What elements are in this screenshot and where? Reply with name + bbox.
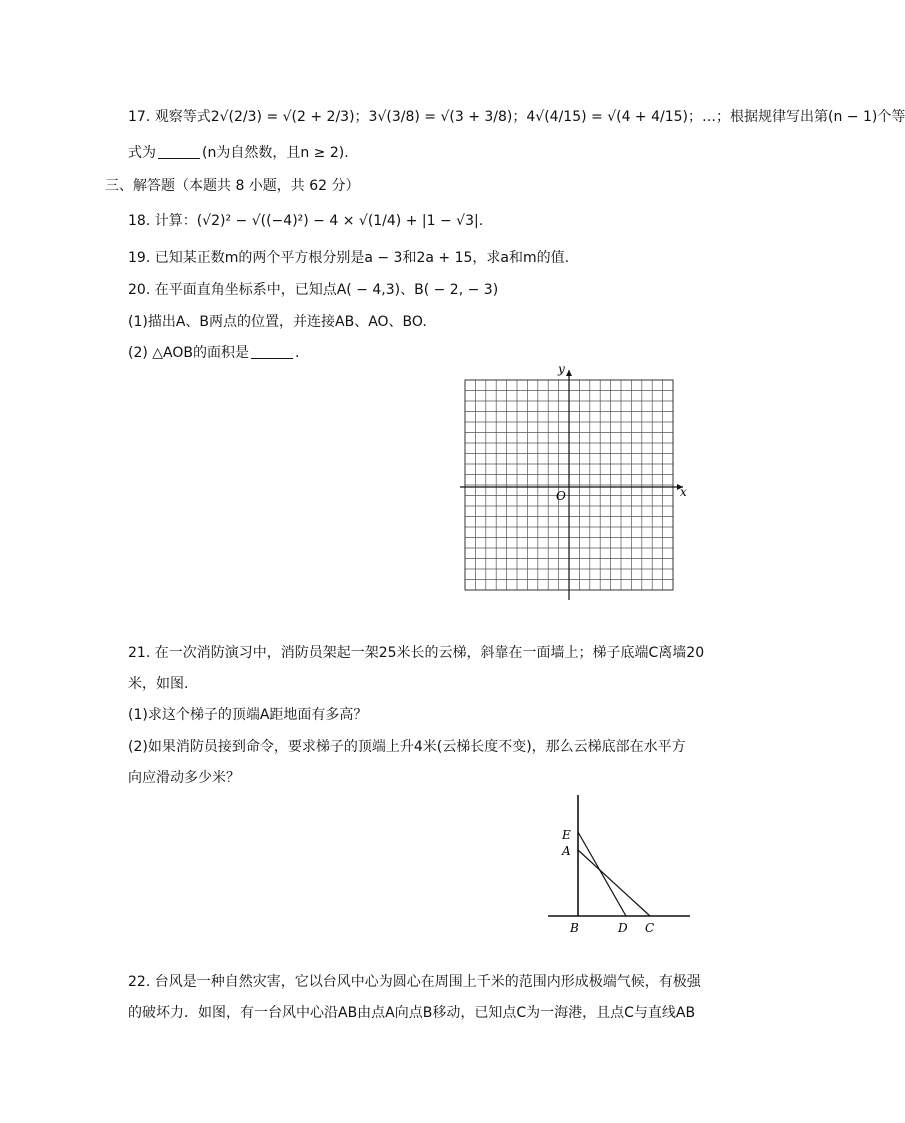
point-label-D: D <box>618 921 628 935</box>
q21-part2-line1: (2)如果消防员接到命令，要求梯子的顶端上升4米(云梯长度不变)，那么云梯底部在水平方 <box>128 739 686 755</box>
answer-blank-q17[interactable] <box>158 144 200 159</box>
x-axis-label: x <box>680 485 687 499</box>
q19-text: 19. 已知某正数m的两个平方根分别是a − 3和2a + 15，求a和m的值. <box>128 250 570 266</box>
coordinate-grid-figure <box>455 360 695 605</box>
point-label-C: C <box>645 921 655 935</box>
answer-blank-q20[interactable] <box>251 344 293 359</box>
q20-stem: 20. 在平面直角坐标系中，已知点A( − 4,3)、B( − 2, − 3) <box>128 282 499 298</box>
section-heading-answer-questions: 三、解答题（本题共 8 小题，共 62 分） <box>105 178 360 194</box>
q21-stem-line2: 米，如图. <box>128 676 189 692</box>
y-axis-label: y <box>558 362 565 376</box>
q21-part2-line2: 向应滑动多少米？ <box>128 770 240 786</box>
point-label-E: E <box>562 828 571 842</box>
ladder-ED <box>578 832 626 916</box>
ladder-AC <box>578 850 650 916</box>
q21-part1: (1)求这个梯子的顶端A距地面有多高？ <box>128 707 368 723</box>
ladder-figure <box>540 790 695 940</box>
q22-line1: 22. 台风是一种自然灾害，它以台风中心为圆心在周围上千米的范围内形成极端气候，有极强 <box>128 974 701 990</box>
q20-part1: (1)描出A、B两点的位置，并连接AB、AO、BO. <box>128 314 427 330</box>
point-label-A: A <box>562 844 571 858</box>
q21-stem-line1: 21. 在一次消防演习中，消防员架起一架25米长的云梯，斜靠在一面墙上；梯子底端C离墙20 <box>128 645 705 661</box>
y-axis-arrow <box>566 370 572 376</box>
q18-text: 18. 计算：(√2)² − √((−4)²) − 4 × √(1/4) + |1 − √3|. <box>128 213 484 229</box>
q17-line2: 式为 (n为自然数，且n ≥ 2). <box>128 145 349 161</box>
q22-line2: 的破坏力．如图，有一台风中心沿AB由点A向点B移动，已知点C为一海港，且点C与直线AB <box>128 1005 696 1021</box>
q17-line1: 17. 观察等式2√(2/3) = √(2 + 2/3)；3√(3/8) = √(3 + 3/8)；4√(4/15) = √(4 + 4/15)；…；根据规律写出第(n − 1)个等 <box>128 109 905 125</box>
origin-label: O <box>556 489 566 503</box>
point-label-B: B <box>570 921 579 935</box>
q20-part2: (2) △AOB的面积是 . <box>128 345 300 361</box>
